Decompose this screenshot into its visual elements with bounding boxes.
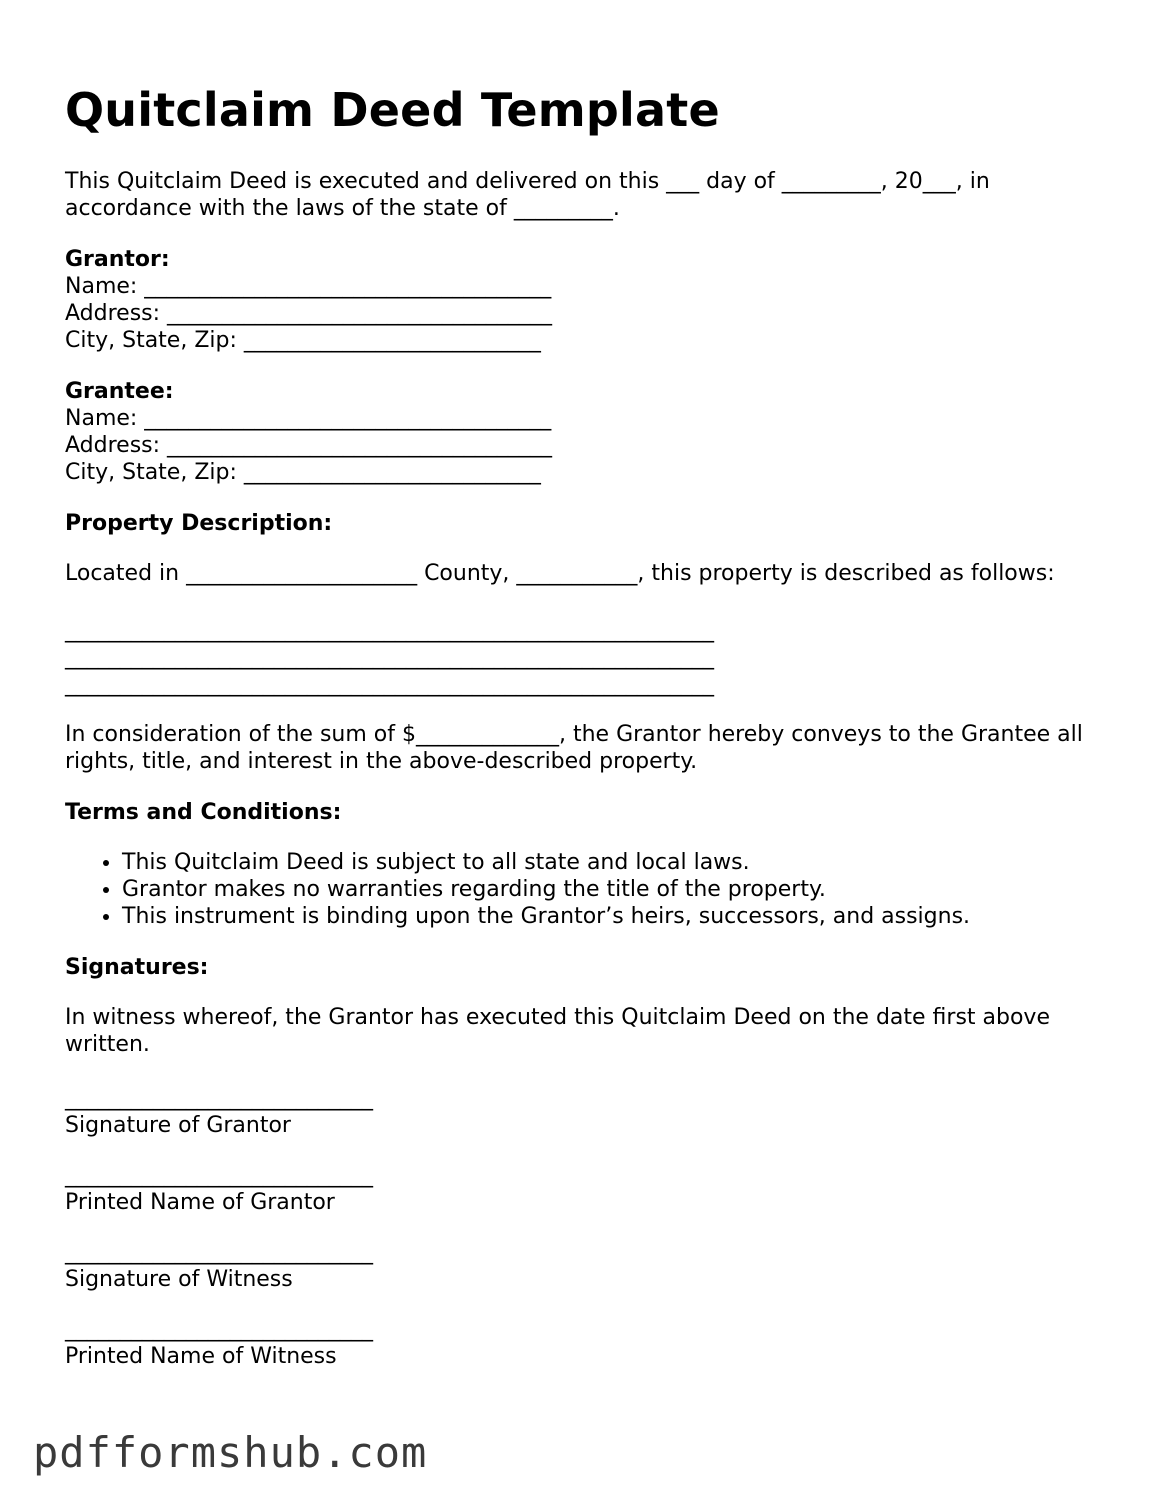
terms-heading: Terms and Conditions: xyxy=(65,800,342,825)
witness-signature-block xyxy=(65,1239,1115,1293)
grantee-name-field: Name: _____________________________________ xyxy=(65,406,552,431)
list-item: • This instrument is binding upon the Grantor’s heirs, successors, and assigns. xyxy=(122,903,1115,930)
grantor-signature-block xyxy=(65,1085,1115,1139)
witness-printed-name-block xyxy=(65,1316,1115,1370)
signature-line: ____________________________ xyxy=(65,1163,373,1188)
terms-list xyxy=(65,849,1115,930)
property-description-lines xyxy=(65,617,1115,698)
property-location-text: Located in _____________________ County, ___________, this property is described as follows: xyxy=(65,561,1055,586)
grantor-name-field: Name: _____________________________________ xyxy=(65,274,552,299)
list-item: • This Quitclaim Deed is subject to all state and local laws. xyxy=(122,849,1115,876)
description-line: ___________________________________________________________ xyxy=(65,645,714,670)
page-title: Quitclaim Deed Template xyxy=(65,83,720,137)
grantor-printed-name-block xyxy=(65,1162,1115,1216)
grantor-section xyxy=(65,246,1115,354)
description-line: ___________________________________________________________ xyxy=(65,672,714,697)
description-line: ___________________________________________________________ xyxy=(65,618,714,643)
signature-line: ____________________________ xyxy=(65,1240,373,1265)
signature-label: Signature of Grantor xyxy=(65,1113,291,1138)
signature-label: Printed Name of Witness xyxy=(65,1344,337,1369)
intro-paragraph: This Quitclaim Deed is executed and delivered on this ___ day of _________, 20___, in accordance with the laws of the state of _________. xyxy=(65,169,990,221)
watermark: pdfformshub.com xyxy=(33,1428,428,1477)
grantor-city-field: City, State, Zip: ___________________________ xyxy=(65,328,541,353)
signature-line: ____________________________ xyxy=(65,1086,373,1111)
grantor-heading: Grantor: xyxy=(65,247,170,272)
consideration-paragraph: In consideration of the sum of $_____________, the Grantor hereby conveys to the Grantee all rights, title, and interest in the above-described property. xyxy=(65,722,1083,774)
signatures-heading: Signatures: xyxy=(65,955,209,980)
signature-line: ____________________________ xyxy=(65,1317,373,1342)
document-page xyxy=(65,80,1115,1370)
grantee-section xyxy=(65,378,1115,486)
grantor-address-field: Address: ___________________________________ xyxy=(65,301,553,326)
property-heading: Property Description: xyxy=(65,511,333,536)
signature-label: Printed Name of Grantor xyxy=(65,1190,335,1215)
grantee-address-field: Address: ___________________________________ xyxy=(65,433,553,458)
list-item: • Grantor makes no warranties regarding the title of the property. xyxy=(122,876,1115,903)
grantee-city-field: City, State, Zip: ___________________________ xyxy=(65,460,541,485)
signature-label: Signature of Witness xyxy=(65,1267,293,1292)
witness-paragraph: In witness whereof, the Grantor has executed this Quitclaim Deed on the date first above written. xyxy=(65,1005,1050,1057)
grantee-heading: Grantee: xyxy=(65,379,174,404)
